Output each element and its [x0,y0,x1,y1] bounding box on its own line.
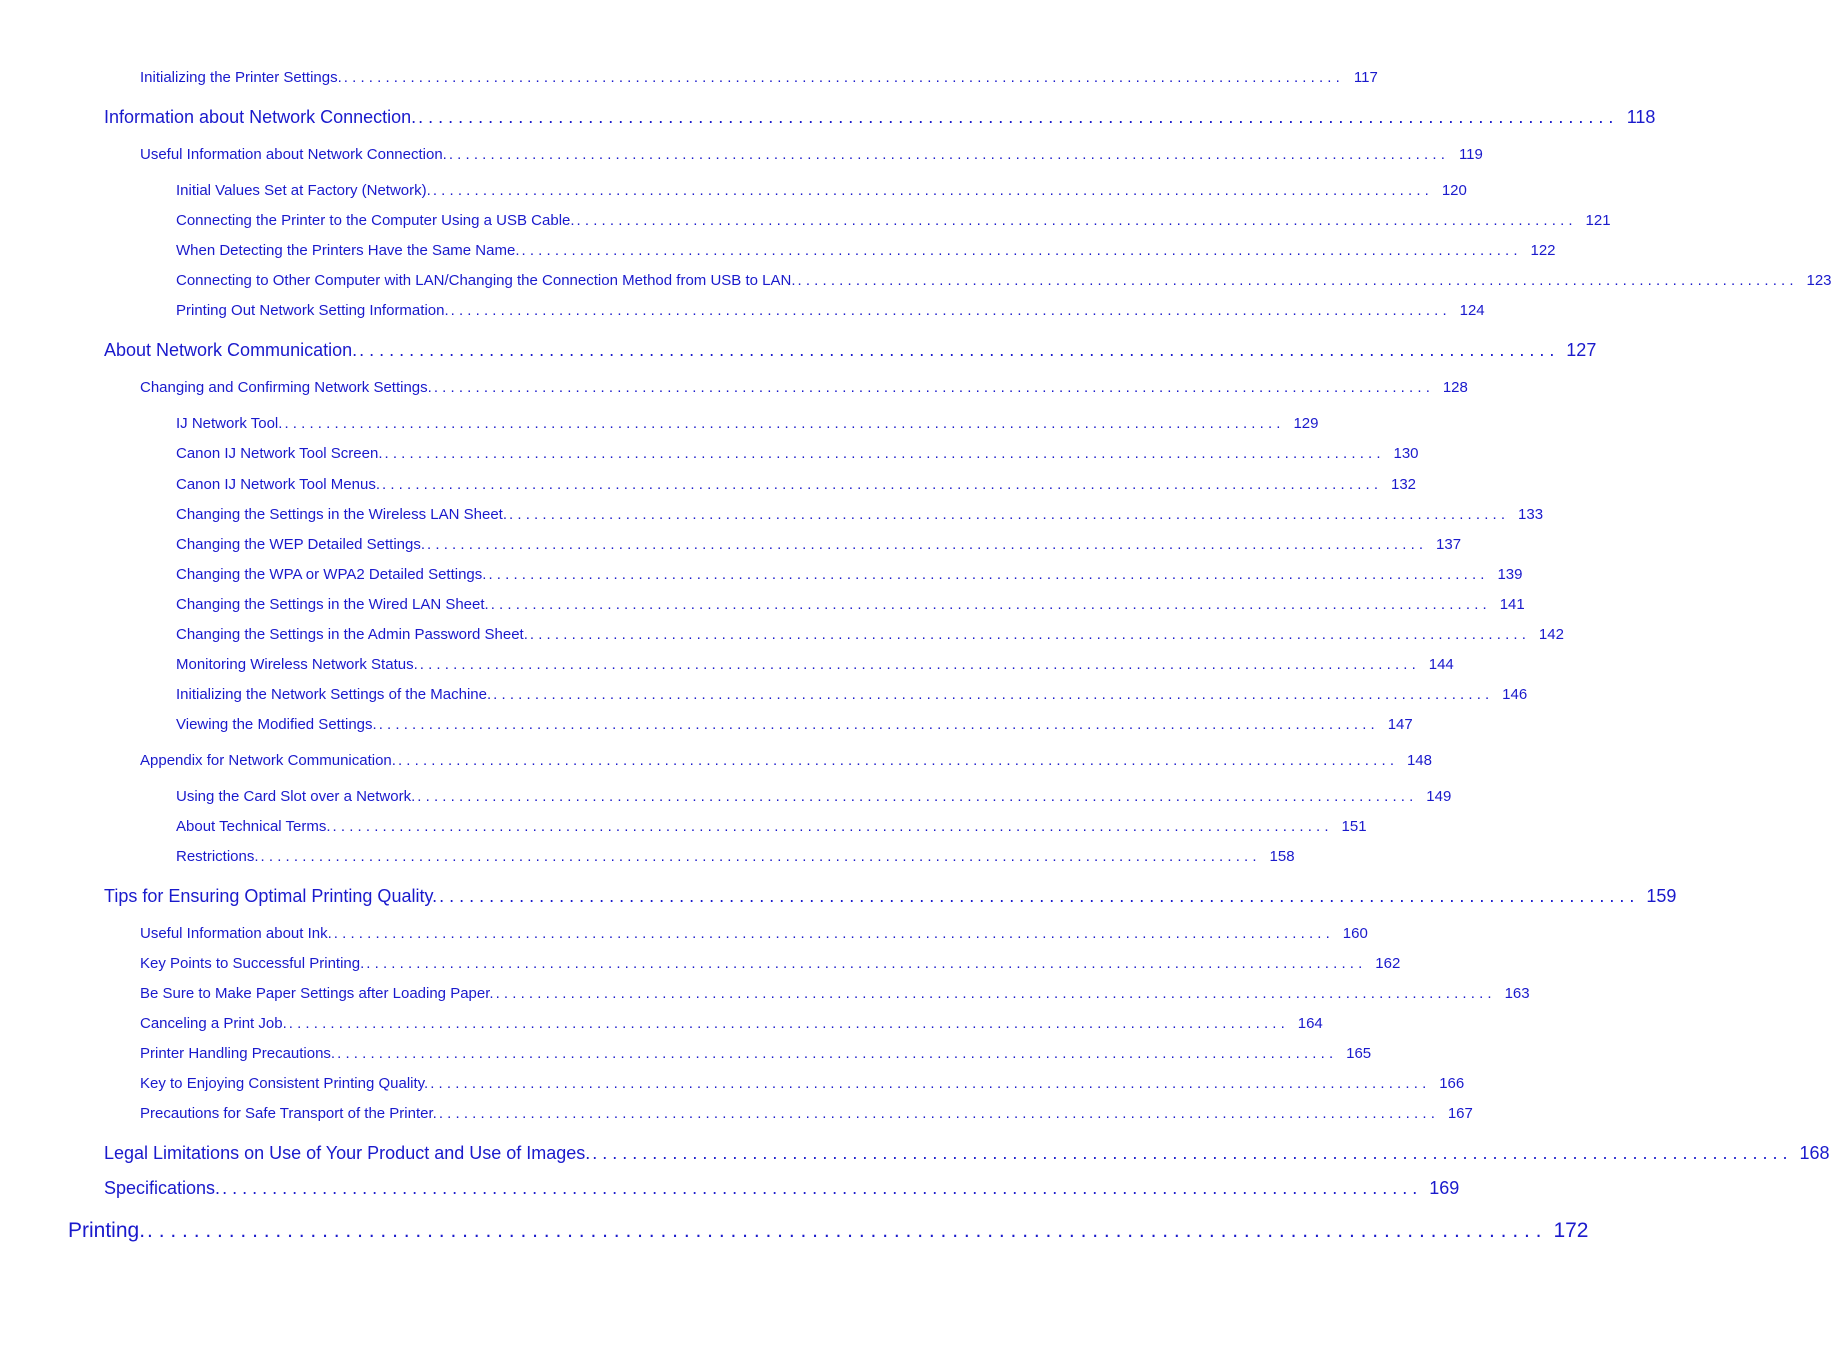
toc-entry-page: 123 [1806,272,1832,289]
toc-entry[interactable] [104,340,1597,361]
toc-entry-title: Restrictions. [176,848,259,865]
toc-entry-title: When Detecting the Printers Have the Same Name. [176,242,520,259]
toc-entry-title: Legal Limitations on Use of Your Product and Use of Images. [104,1143,591,1163]
toc-entry[interactable] [176,415,1319,432]
toc-entry[interactable] [140,925,1368,942]
toc-entry-page: 142 [1538,626,1564,643]
toc-entry-title: Tips for Ensuring Optimal Printing Quality. [104,886,438,906]
dot-leader: . . . . . . . . . . . . . . . . . . . . . . . . . . . . . . . . . . . . . . . . . . . . . . . . . . . . . . . . . . . . . . . . . . . . . . . . . . . . . . . . . . . . . . . . . . . . . . . . . . . . . . . . . . . . . . . . . . . . . . . . [418,107,1614,127]
toc-entry-page: 141 [1499,596,1525,613]
dot-leader: . . . . . . . . . . . . . . . . . . . . . . . . . . . . . . . . . . . . . . . . . . . . . . . . . . . . . . . . . . . . . . . . . . . . . . . . . . . . . . . . . . . . . . . . . . . . . . . . . . . . . . . . . . . . . . . . . . . . . . . . [359,340,1555,360]
toc-entry[interactable] [176,506,1544,523]
toc-entry[interactable] [176,272,1832,289]
toc-entry-page: 169 [1429,1178,1460,1198]
dot-leader: . . . . . . . . . . . . . . . . . . . . . . . . . . . . . . . . . . . . . . . . . . . . . . . . . . . . . . . . . . . . . . . . . . . . . . . . . . . . . . . . . . . . . . . . . . . . . . . . . . . . . . . . . . . . . . . . . . . . . . . . [284,415,1281,432]
dot-leader: . . . . . . . . . . . . . . . . . . . . . . . . . . . . . . . . . . . . . . . . . . . . . . . . . . . . . . . . . . . . . . . . . . . . . . . . . . . . . . . . . . . . . . . . . . . . . . . . . . . . . . . . . . . . . . . . . . . . . . . . [337,1045,1334,1062]
dot-leader: . . . . . . . . . . . . . . . . . . . . . . . . . . . . . . . . . . . . . . . . . . . . . . . . . . . . . . . . . . . . . . . . . . . . . . . . . . . . . . . . . . . . . . . . . . . . . . . . . . . . . . . . . . . . . . . . . . . . . . . . [378,716,1375,733]
dot-leader: . . . . . . . . . . . . . . . . . . . . . . . . . . . . . . . . . . . . . . . . . . . . . . . . . . . . . . . . . . . . . . . . . . . . . . . . . . . . . . . . . . . . . . . . . . . . . . . . . . . . . . . . . . . . . . . . . . . . . . . . [438,1105,1435,1122]
toc-entry-title: Key Points to Successful Printing. [140,955,365,972]
toc-entry-page: 158 [1269,848,1295,865]
dot-leader: . . . . . . . . . . . . . . . . . . . . . . . . . . . . . . . . . . . . . . . . . . . . . . . . . . . . . . . . . . . . . . . . . . . . . . . . . . . . . . . . . . . . . . . . . . . . . . . . . . . . . . . . . . . . . . . . . . . . . . . . [450,302,1447,319]
toc-entry[interactable] [140,146,1483,163]
toc-entry-page: 130 [1393,445,1419,462]
toc-entry[interactable] [104,1143,1830,1164]
toc-entry-page: 147 [1387,716,1413,733]
dot-leader: . . . . . . . . . . . . . . . . . . . . . . . . . . . . . . . . . . . . . . . . . . . . . . . . . . . . . . . . . . . . . . . . . . . . . . . . . . . . . . . . . . . . . . . . . . . . . . . . . . . . . . . . . . . . . . . . . . . . . . . . [417,788,1414,805]
dot-leader: . . . . . . . . . . . . . . . . . . . . . . . . . . . . . . . . . . . . . . . . . . . . . . . . . . . . . . . . . . . . . . . . . . . . . . . . . . . . . . . . . . . . . . . . . . . . . . . . . . . . . . . . . . . . . . . . . . . . . . . . [433,379,1430,396]
dot-leader: . . . . . . . . . . . . . . . . . . . . . . . . . . . . . . . . . . . . . . . . . . . . . . . . . . . . . . . . . . . . . . . . . . . . . . . . . . . . . . . . . . . . . . . . . . . . . . . . . . . . . . . . . . . . . . . . . . . . . . . . [384,445,1381,462]
toc-entry-title: Changing the Settings in the Admin Password Sheet. [176,626,528,643]
toc-entry[interactable] [140,955,1401,972]
dot-leader: . . . . . . . . . . . . . . . . . . . . . . . . . . . . . . . . . . . . . . . . . . . . . . . . . . . . . . . . . . . . . . . . . . . . . . . . . . . . . . . . . . . . . . . . . . . . . . . . . . . . . . . . . . . . . . . . . . . . . . . . [332,818,1329,835]
dot-leader: . . . . . . . . . . . . . . . . . . . . . . . . . . . . . . . . . . . . . . . . . . . . . . . . . . . . . . . . . . . . . . . . . . . . . . . . . . . . . . . . . . . . . . . . . . . . . . . . . . . . . . . . . . . . . . . . . . . . . . . . [490,596,1487,613]
toc-entry-title: Initial Values Set at Factory (Network). [176,182,431,199]
toc-entry[interactable] [140,985,1530,1002]
toc-entry-title: Appendix for Network Communication. [140,752,396,769]
toc-entry[interactable] [176,686,1528,703]
toc-entry-page: 144 [1428,656,1454,673]
toc-entry-title: Printing. [68,1219,146,1242]
toc-entry-title: Useful Information about Network Connection. [140,146,447,163]
dot-leader: . . . . . . . . . . . . . . . . . . . . . . . . . . . . . . . . . . . . . . . . . . . . . . . . . . . . . . . . . . . . . . . . . . . . . . . . . . . . . . . . . . . . . . . . . . . . . . . . . . . . . . . . . . . . . . . . . . . . . . . . [397,752,1394,769]
toc-entry-page: 121 [1585,212,1611,229]
toc-entry[interactable] [104,1178,1460,1199]
toc-entry[interactable] [176,596,1525,613]
dot-leader: . . . . . . . . . . . . . . . . . . . . . . . . . . . . . . . . . . . . . . . . . . . . . . . . . . . . . . . . . . . . . . . . . . . . . . . . . . . . . . . . . . . . . . . . . . . . . . . . . . . . . . . . . . . . . . . . . . . . . . . . [288,1015,1285,1032]
toc-entry[interactable] [68,1219,1589,1243]
dot-leader: . . . . . . . . . . . . . . . . . . . . . . . . . . . . . . . . . . . . . . . . . . . . . . . . . . . . . . . . . . . . . . . . . . . . . . . . . . . . . . . . . . . . . . . . . . . . . . . . . . . . . . . . . . . . . . . . . . . . . . . . [419,656,1416,673]
toc-entry-title: Canon IJ Network Tool Menus. [176,476,380,493]
toc-entry-title: Changing the Settings in the Wired LAN Sheet. [176,596,489,613]
toc-entry-page: 118 [1626,107,1656,127]
toc-entry-title: Monitoring Wireless Network Status. [176,656,418,673]
toc-entry-page: 159 [1646,886,1677,906]
toc-entry-page: 165 [1346,1045,1372,1062]
toc-entry[interactable] [140,1045,1372,1062]
toc-entry[interactable] [140,752,1432,769]
toc-entry-page: 151 [1341,818,1367,835]
toc-entry-title: Precautions for Safe Transport of the Printer. [140,1105,437,1122]
dot-leader: . . . . . . . . . . . . . . . . . . . . . . . . . . . . . . . . . . . . . . . . . . . . . . . . . . . . . . . . . . . . . . . . . . . . . . . . . . . . . . . . . . . . . . . . . . . . . . . . . . . . . . . . . . . . . . . . . . . . . . . . [592,1143,1788,1163]
toc-entry[interactable] [140,1105,1473,1122]
toc-entry-title: Key to Enjoying Consistent Printing Quality. [140,1075,429,1092]
dot-leader: . . . . . . . . . . . . . . . . . . . . . . . . . . . . . . . . . . . . . . . . . . . . . . . . . . . . . . . . . . . . . . . . . . . . . . . . . . . . . . . . . . . . . . . . . . . . . . . . . . . . . . . . . . . . . . . . . . . . . . . . [343,69,1340,86]
toc-entry-page: 164 [1297,1015,1323,1032]
dot-leader: . . . . . . . . . . . . . . . . . . . . . . . . . . . . . . . . . . . . . . . . . . . . . . . . . . . . . . . . . . . . . . . . . . . . . . . . . . . . . . . . . . . . . . . . . . . . . . . . . . . . . . . . . . . . . . . . . . . . . . . . [509,506,1506,523]
toc-entry-title: Changing and Confirming Network Settings. [140,379,432,396]
toc-entry-title: Specifications. [104,1178,221,1198]
toc-entry-page: 120 [1441,182,1467,199]
toc-entry[interactable] [176,848,1295,865]
toc-entry-page: 139 [1497,566,1523,583]
toc-entry-page: 128 [1442,379,1468,396]
toc-entry-title: Viewing the Modified Settings. [176,716,377,733]
dot-leader: . . . . . . . . . . . . . . . . . . . . . . . . . . . . . . . . . . . . . . . . . . . . . . . . . . . . . . . . . . . . . . . . . . . . . . . . . . . . . . . . . . . . . . . . . . . . . . . . . . . . . . . . . . . . . . . . . . . . . . . . [797,272,1794,289]
toc-entry-title: Changing the WEP Detailed Settings. [176,536,426,553]
dot-leader: . . . . . . . . . . . . . . . . . . . . . . . . . . . . . . . . . . . . . . . . . . . . . . . . . . . . . . . . . . . . . . . . . . . . . . . . . . . . . . . . . . . . . . . . . . . . . . . . . . . . . . . . . . . . . . . . . . . . . . . . [529,626,1526,643]
toc-entry-page: 122 [1530,242,1556,259]
toc-entry-page: 160 [1342,925,1368,942]
dot-leader: . . . . . . . . . . . . . . . . . . . . . . . . . . . . . . . . . . . . . . . . . . . . . . . . . . . . . . . . . . . . . . . . . . . . . . . . . . . . . . . . . . . . . . . . . . . . . . . . . . . . . . . . . . . . . . . . . . . . . . . . [427,536,1424,553]
toc-entry-page: 119 [1458,146,1483,163]
toc-entry-title: Useful Information about Ink. [140,925,332,942]
dot-leader: . . . . . . . . . . . . . . . . . . . . . . . . . . . . . . . . . . . . . . . . . . . . . . . . . . . . . . . . . . . . . . . . . . . . . . . . . . . . . . . . . . . . . . . . . . . . . . . . . . . . . . . . . . . . . . . . . . . . . . . . [222,1178,1418,1198]
toc-entry[interactable] [176,182,1467,199]
toc-entry-title: Canceling a Print Job. [140,1015,287,1032]
toc-entry-page: 162 [1375,955,1401,972]
toc-entry-title: Be Sure to Make Paper Settings after Loading Paper. [140,985,494,1002]
toc-entry-title: Connecting the Printer to the Computer Using a USB Cable. [176,212,575,229]
toc-entry-page: 146 [1502,686,1528,703]
toc-entry[interactable] [176,242,1556,259]
toc-entry-page: 172 [1553,1219,1589,1242]
toc-entry-page: 149 [1426,788,1452,805]
toc-entry-page: 163 [1504,985,1530,1002]
toc-entry-title: Information about Network Connection. [104,107,417,127]
dot-leader: . . . . . . . . . . . . . . . . . . . . . . . . . . . . . . . . . . . . . . . . . . . . . . . . . . . . . . . . . . . . . . . . . . . . . . . . . . . . . . . . . . . . . . . . . . . . . . . . . . . . . . . . . . . . . . . . . . . . . . . . [432,182,1429,199]
toc-entry[interactable] [140,1015,1323,1032]
dot-leader: . . . . . . . . . . . . . . . . . . . . . . . . . . . . . . . . . . . . . . . . . . . . . . . . . . . . . . . . . . . . . . . . . . . . . . . . . . . . . . . . . . . . . . . . . . . . . . . . . . . . . . . . . . . . . . . . . . . . . . . . [333,925,1330,942]
toc-entry-title: Printing Out Network Setting Information. [176,302,449,319]
toc-entry[interactable] [140,379,1468,396]
dot-leader: . . . . . . . . . . . . . . . . . . . . . . . . . . . . . . . . . . . . . . . . . . . . . . . . . . . . . . . . . . . . . . . . . . . . . . . . . . . . . . . . . . . . . . . . . . . . . . . . . . . . . . . . . . . . . . . . . . . . . . . . [576,212,1573,229]
toc-entry[interactable] [176,626,1564,643]
toc-entry[interactable] [176,566,1523,583]
toc-entry[interactable] [104,107,1656,128]
toc-entry-title: Using the Card Slot over a Network. [176,788,416,805]
dot-leader: . . . . . . . . . . . . . . . . . . . . . . . . . . . . . . . . . . . . . . . . . . . . . . . . . . . . . . . . . . . . . . . . . . . . . . . . . . . . . . . . . . . . . . . . . . . . . . . . . . . . . . . . . . . . . . . . . . . . . . . . [493,686,1490,703]
toc-entry-title: Changing the Settings in the Wireless LAN Sheet. [176,506,508,523]
toc-entry[interactable] [104,886,1677,907]
dot-leader: . . . . . . . . . . . . . . . . . . . . . . . . . . . . . . . . . . . . . . . . . . . . . . . . . . . . . . . . . . . . . . . . . . . . . . . . . . . . . . . . . . . . . . . . . . . . . . . . . . . . . . . . . . . . . . . . . . . . . . . . [260,848,1257,865]
toc-entry[interactable] [176,476,1417,493]
toc-entry-page: 124 [1459,302,1485,319]
toc-entry-title: IJ Network Tool. [176,415,283,432]
toc-entry[interactable] [176,716,1413,733]
toc-entry-page: 168 [1799,1143,1830,1163]
dot-leader: . . . . . . . . . . . . . . . . . . . . . . . . . . . . . . . . . . . . . . . . . . . . . . . . . . . . . . . . . . . . . . . . . . . . . . . . . . . . . . . . . . . . . . . . . . . . . . . . . . . . . . . . . . . . . . . . . . . . . . . . [382,476,1379,493]
toc-entry[interactable] [176,302,1485,319]
dot-leader: . . . . . . . . . . . . . . . . . . . . . . . . . . . . . . . . . . . . . . . . . . . . . . . . . . . . . . . . . . . . . . . . . . . . . . . . . . . . . . . . . . . . . . . . . . . . . . . . . . . . . . . . . . . . . . . . . . . . . . . . [488,566,1485,583]
dot-leader: . . . . . . . . . . . . . . . . . . . . . . . . . . . . . . . . . . . . . . . . . . . . . . . . . . . . . . . . . . . . . . . . . . . . . . . . . . . . . . . . . . . . . . . . . . . . . . . . . . . . . . . . . . . . . . . . . . . . . . . . [439,886,1635,906]
toc-entry-title: Printer Handling Precautions. [140,1045,336,1062]
toc-entry-page: 132 [1391,476,1417,493]
toc-entry-title: About Network Communication. [104,340,358,360]
toc-entry[interactable] [140,1075,1465,1092]
dot-leader: . . . . . . . . . . . . . . . . . . . . . . . . . . . . . . . . . . . . . . . . . . . . . . . . . . . . . . . . . . . . . . . . . . . . . . . . . . . . . . . . . . . . . . . . . . . . . . . . . . . . . . . . . . . . . . . . . . . . . . . . [521,242,1518,259]
toc-entry-title: Connecting to Other Computer with LAN/Changing the Connection Method from USB to LAN. [176,272,796,289]
dot-leader: . . . . . . . . . . . . . . . . . . . . . . . . . . . . . . . . . . . . . . . . . . . . . . . . . . . . . . . . . . . . . . . . . . . . . . . . . . . . . . . . . . . . . . . . . . . . . . . . . . . . . . . . . . . . . . . . . . . . . . . . [147,1219,1542,1242]
toc-entry-title: About Technical Terms. [176,818,331,835]
toc-entry-title: Changing the WPA or WPA2 Detailed Settings. [176,566,487,583]
toc-entry-page: 127 [1566,340,1597,360]
dot-leader: . . . . . . . . . . . . . . . . . . . . . . . . . . . . . . . . . . . . . . . . . . . . . . . . . . . . . . . . . . . . . . . . . . . . . . . . . . . . . . . . . . . . . . . . . . . . . . . . . . . . . . . . . . . . . . . . . . . . . . . . [366,955,1363,972]
toc-entry-page: 167 [1447,1105,1473,1122]
toc-entry-page: 137 [1436,536,1462,553]
toc-entry[interactable] [176,536,1462,553]
toc-entry-page: 133 [1518,506,1544,523]
dot-leader: . . . . . . . . . . . . . . . . . . . . . . . . . . . . . . . . . . . . . . . . . . . . . . . . . . . . . . . . . . . . . . . . . . . . . . . . . . . . . . . . . . . . . . . . . . . . . . . . . . . . . . . . . . . . . . . . . . . . . . . . [448,146,1445,163]
toc-entry-page: 117 [1353,69,1378,86]
toc-entry-title: Initializing the Network Settings of the Machine. [176,686,492,703]
dot-leader: . . . . . . . . . . . . . . . . . . . . . . . . . . . . . . . . . . . . . . . . . . . . . . . . . . . . . . . . . . . . . . . . . . . . . . . . . . . . . . . . . . . . . . . . . . . . . . . . . . . . . . . . . . . . . . . . . . . . . . . . [495,985,1492,1002]
toc-entry-page: 166 [1439,1075,1465,1092]
toc-entry[interactable] [176,212,1611,229]
toc-entry[interactable] [140,69,1378,86]
toc-entry-title: Canon IJ Network Tool Screen. [176,445,383,462]
toc-entry[interactable] [176,656,1454,673]
dot-leader: . . . . . . . . . . . . . . . . . . . . . . . . . . . . . . . . . . . . . . . . . . . . . . . . . . . . . . . . . . . . . . . . . . . . . . . . . . . . . . . . . . . . . . . . . . . . . . . . . . . . . . . . . . . . . . . . . . . . . . . . [430,1075,1427,1092]
toc-entry-page: 148 [1406,752,1432,769]
toc-entry-page: 129 [1293,415,1319,432]
toc-entry-title: Initializing the Printer Settings. [140,69,342,86]
toc-entry[interactable] [176,788,1452,805]
toc-entry[interactable] [176,445,1419,462]
toc-entry[interactable] [176,818,1367,835]
